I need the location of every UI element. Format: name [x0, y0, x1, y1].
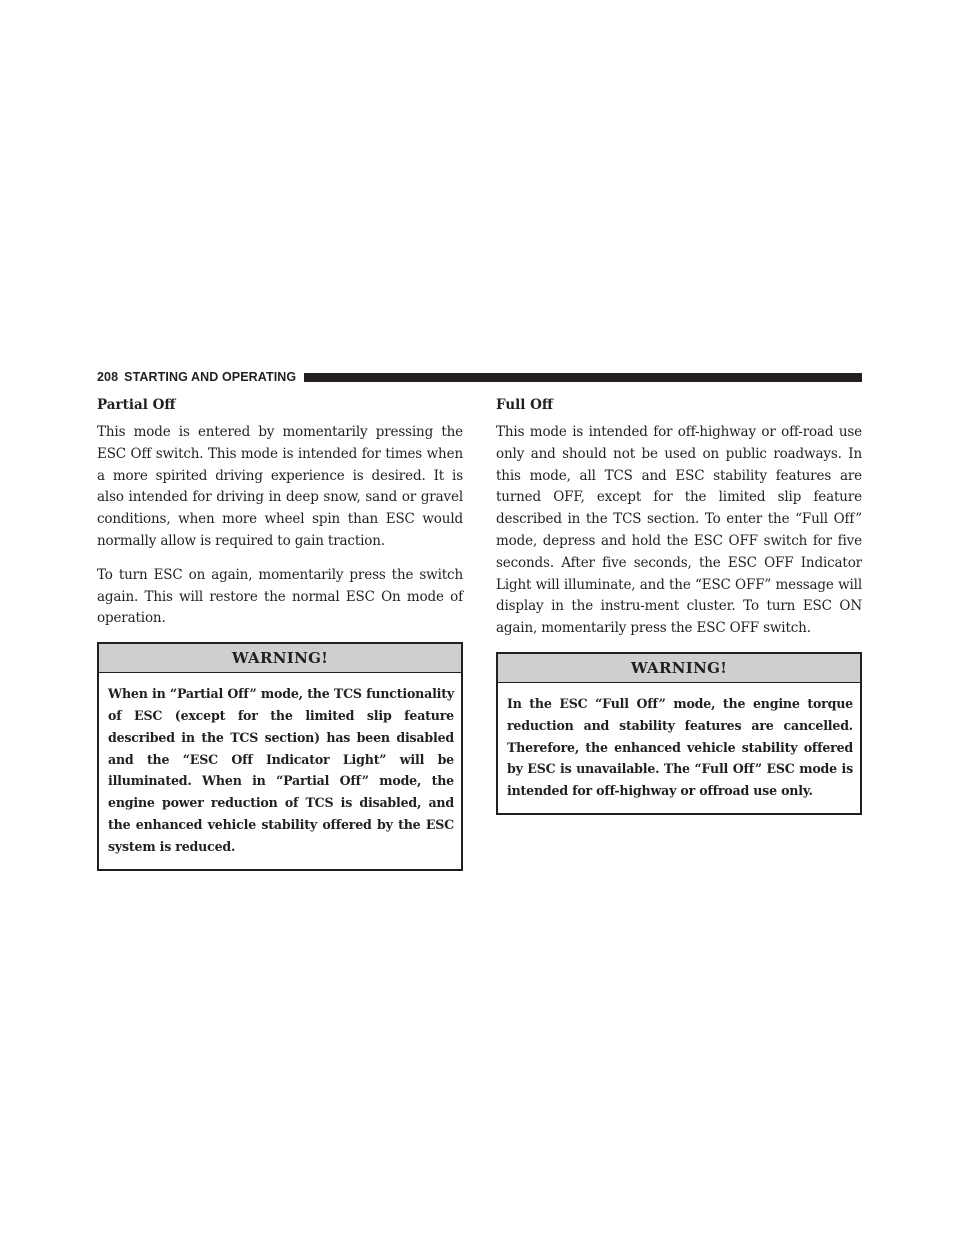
section-title: STARTING AND OPERATING	[124, 370, 297, 384]
partial-off-paragraph-1: This mode is entered by momentarily pressing the ESC Off switch. This mode is intended for times when a more spirited driving experience is desired. It is also intended for driving in deep snow, sand or gravel conditions, when more wheel spin than ESC would normally allow is required to gain traction.	[97, 424, 463, 549]
partial-off-heading: Partial Off	[97, 397, 176, 413]
full-off-paragraph-1: This mode is intended for off-highway or off-road use only and should not be used on public roadways. In this mode, all TCS and ESC stability features are turned OFF, except for the limited slip feature described in the TCS section. To enter the “Full Off” mode, depress and hold the ESC OFF switch for five seconds. After five seconds, the ESC OFF Indicator Light will illuminate, and the “ESC OFF” message will display in the instru-ment cluster. To turn ESC ON again, momentarily press the ESC OFF switch.	[496, 424, 862, 637]
full-off-warning-box	[496, 652, 862, 815]
page-header	[97, 368, 862, 386]
partial-off-paragraph-2: To turn ESC on again, momentarily press the switch again. This will restore the normal ESC On mode of operation.	[97, 566, 463, 627]
page-number: 208	[97, 370, 119, 384]
left-column	[97, 394, 463, 871]
partial-off-warning-box	[97, 642, 463, 870]
warning-title: WARNING!	[99, 644, 461, 673]
warning-title: WARNING!	[498, 654, 860, 683]
warning-text: In the ESC “Full Off” mode, the engine torque reduction and stability features are cancelled. Therefore, the enhanced vehicle stability offered by ESC is unavailable. The “Full Off” ESC mode is intended for off-highway or offroad use only.	[507, 695, 853, 799]
warning-text: When in “Partial Off” mode, the TCS functionality of ESC (except for the limited slip feature described in the TCS section) has been disabled and the “ESC Off Indicator Light” will be illuminated. When in “Partial Off” mode, the engine power reduction of TCS is disabled, and the enhanced vehicle stability offered by the ESC system is reduced.	[108, 686, 454, 854]
right-column	[496, 394, 862, 815]
header-rule	[304, 373, 862, 382]
full-off-heading: Full Off	[496, 397, 553, 413]
